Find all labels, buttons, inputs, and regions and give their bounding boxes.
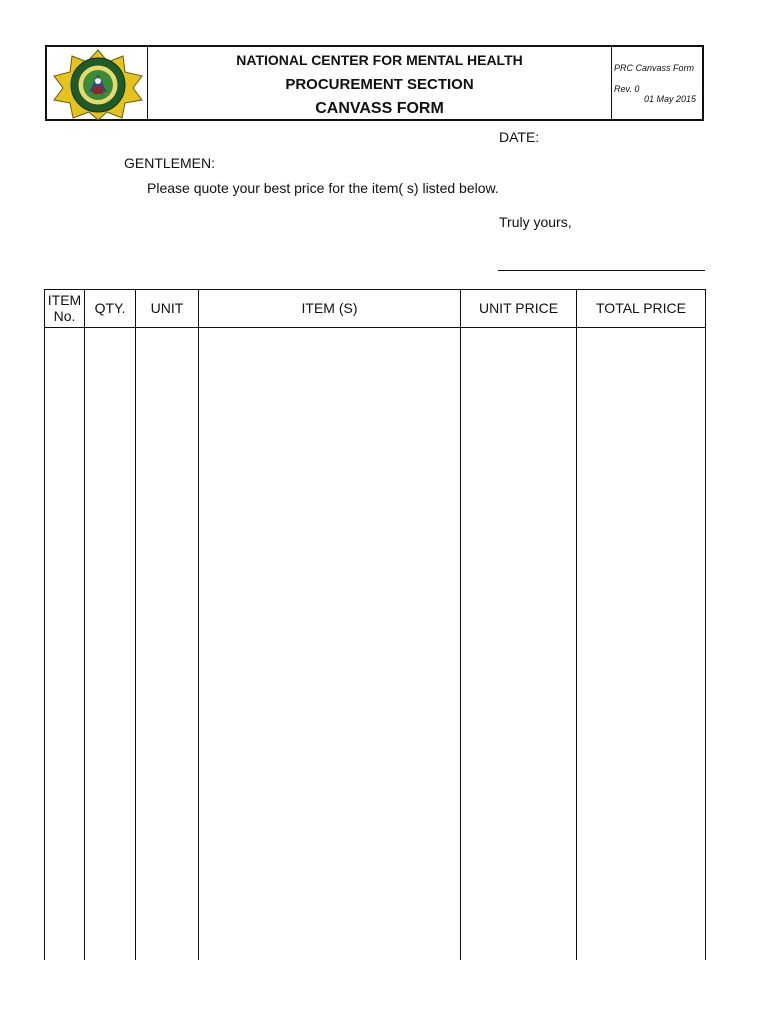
col-header-unit: UNIT <box>150 300 184 316</box>
signature-line <box>498 270 705 271</box>
revision: Rev. 0 <box>614 84 640 94</box>
col-divider <box>576 289 577 960</box>
col-header-total-price: TOTAL PRICE <box>596 300 686 316</box>
col-header-item-no <box>44 289 85 327</box>
date-label: DATE: <box>499 129 540 145</box>
logo-cell <box>47 47 148 119</box>
form-header <box>45 45 704 121</box>
col-divider <box>84 289 85 960</box>
section-name: PROCUREMENT SECTION <box>285 76 474 93</box>
form-meta-cell <box>612 47 702 119</box>
col-header-qty: QTY. <box>94 300 126 316</box>
salutation: GENTLEMEN: <box>124 155 216 171</box>
item-no-line1: ITEM <box>47 292 82 308</box>
item-no-line2: No. <box>53 308 76 324</box>
revision-date: 01 May 2015 <box>643 94 696 104</box>
title-cell <box>148 47 612 119</box>
col-divider <box>198 289 199 960</box>
request-text: Please quote your best price for the item( s) listed below. <box>147 180 499 196</box>
canvass-table <box>44 289 706 960</box>
col-header-items: ITEM (S) <box>301 300 358 316</box>
col-divider <box>460 289 461 960</box>
closing-text: Truly yours, <box>499 214 572 230</box>
form-title: CANVASS FORM <box>315 100 444 117</box>
col-header-unit-price: UNIT PRICE <box>478 300 559 316</box>
col-divider <box>135 289 136 960</box>
institution-name: NATIONAL CENTER FOR MENTAL HEALTH <box>236 52 523 68</box>
header-bottom-border <box>44 327 706 328</box>
col-divider <box>705 289 706 960</box>
ncmh-seal-logo <box>49 48 147 120</box>
col-divider <box>44 289 45 960</box>
form-code: PRC Canvass Form <box>614 63 695 73</box>
